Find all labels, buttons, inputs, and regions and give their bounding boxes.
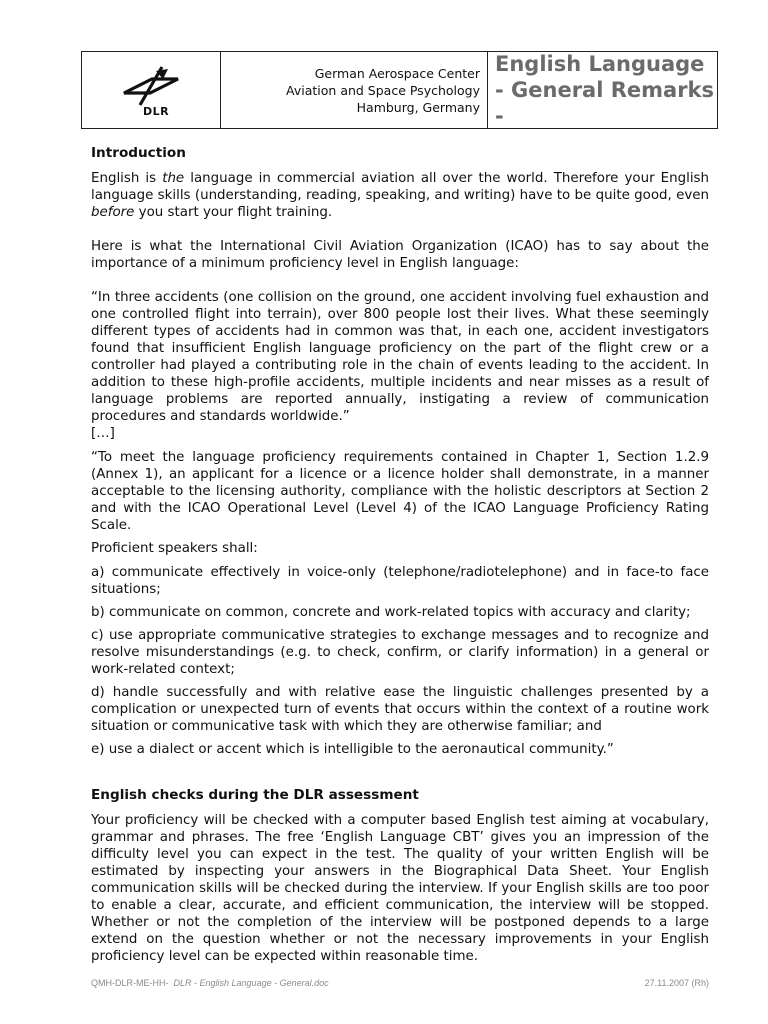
licence-quote-paragraph: “To meet the language proficiency requirements contained in Chapter 1, Section 1.2.9 (Annex 1), an applicant for a licence or a licence holder shall demonstrate, in a manner acceptable to the licensing authority, compliance with the holistic descriptors at Section 2 and with the ICAO Operational Level (Level 4) of the ICAO Language Proficiency Rating Scale. xyxy=(91,450,709,533)
list-item: a) communicate effectively in voice-only (telephone/radiotelephone) and in face-to face situations; xyxy=(91,565,709,597)
section-heading-introduction: Introduction xyxy=(91,145,186,161)
emphasis-text: before xyxy=(91,205,135,220)
footer-date: 27.11.2007 (Rh) xyxy=(644,978,709,988)
organization-block xyxy=(221,52,488,128)
english-checks-paragraph: Your proficiency will be checked with a computer based English test aiming at vocabulary, grammar and phrases. The free ‘English Language CBT’ gives you an impression of the difficulty level you can expect in the test. The quality of your written English will be estimated by inspecting your answers in the Biographical Data Sheet. Your English communication skills will be checked during the interview. If your English skills are too poor to enable a clear, accurate, and efficient communication, the interview will be stopped. Whether or not the completion of the interview will be postponed depends to a large extend on the question whether or not the necessary improvements in your English proficiency level can be expected within reasonable time. xyxy=(91,813,709,964)
intro-paragraph xyxy=(91,170,709,221)
document-body xyxy=(91,145,709,965)
emphasis-text: the xyxy=(162,171,185,186)
text-run: language in commercial aviation all over the world. Therefore your English language skills (understanding, reading, speaking, and writing) have to be quite good, even xyxy=(91,171,710,203)
logo-text: DLR xyxy=(142,104,170,118)
text-run: English is xyxy=(91,171,163,186)
document-code: QMH-DLR-ME-HH- xyxy=(91,978,169,988)
footer-filename xyxy=(91,978,329,988)
title-line-1: English Language xyxy=(495,52,705,76)
ellipsis-text: […] xyxy=(91,426,115,441)
proficient-speakers-label: Proficient speakers shall: xyxy=(91,541,258,556)
document-header xyxy=(81,51,718,129)
list-item: c) use appropriate communicative strategies to exchange messages and to recognize and resolve misunderstandings (e.g. to check, confirm, or clarify information) in a general or work-related context; xyxy=(91,628,709,677)
section-heading-english-checks: English checks during the DLR assessment xyxy=(91,787,419,803)
icao-quote-paragraph: “In three accidents (one collision on the ground, one accident involving fuel exhaustion and one controlled flight into terrain), over 800 people lost their lives. What these seemingly different types of accidents had in common was that, in each one, accident investigators found that insufficient English language proficiency on the part of the flight crew or a controller had played a contributing role in the chain of events leading to the accident. In addition to these high-profile accidents, multiple incidents and near misses as a result of language problems are reported annually, instigating a review of communication procedures and standards worldwide.” xyxy=(91,290,709,424)
list-item: b) communicate on common, concrete and work-related topics with accuracy and clarity; xyxy=(91,605,691,620)
org-department: Aviation and Space Psychology xyxy=(286,82,480,98)
list-item: e) use a dialect or accent which is intelligible to the aeronautical community.” xyxy=(91,742,614,757)
list-item: d) handle successfully and with relative ease the linguistic challenges presented by a complication or unexpected turn of events that occurs within the context of a routine work situation or communicative task with which they are otherwise familiar; and xyxy=(91,685,709,734)
title-line-2: - General Remarks - xyxy=(495,78,715,128)
document-footer xyxy=(91,978,709,988)
dlr-logo xyxy=(82,52,221,128)
org-name: German Aerospace Center xyxy=(314,65,480,81)
document-title xyxy=(488,52,717,128)
text-run: you start your flight training. xyxy=(134,205,333,220)
org-location: Hamburg, Germany xyxy=(356,99,480,115)
icao-intro-paragraph: Here is what the International Civil Aviation Organization (ICAO) has to say about the importance of a minimum proficiency level in English language: xyxy=(91,239,709,271)
document-filename: DLR - English Language - General.doc xyxy=(173,978,329,988)
dlr-emblem-icon xyxy=(116,63,186,107)
